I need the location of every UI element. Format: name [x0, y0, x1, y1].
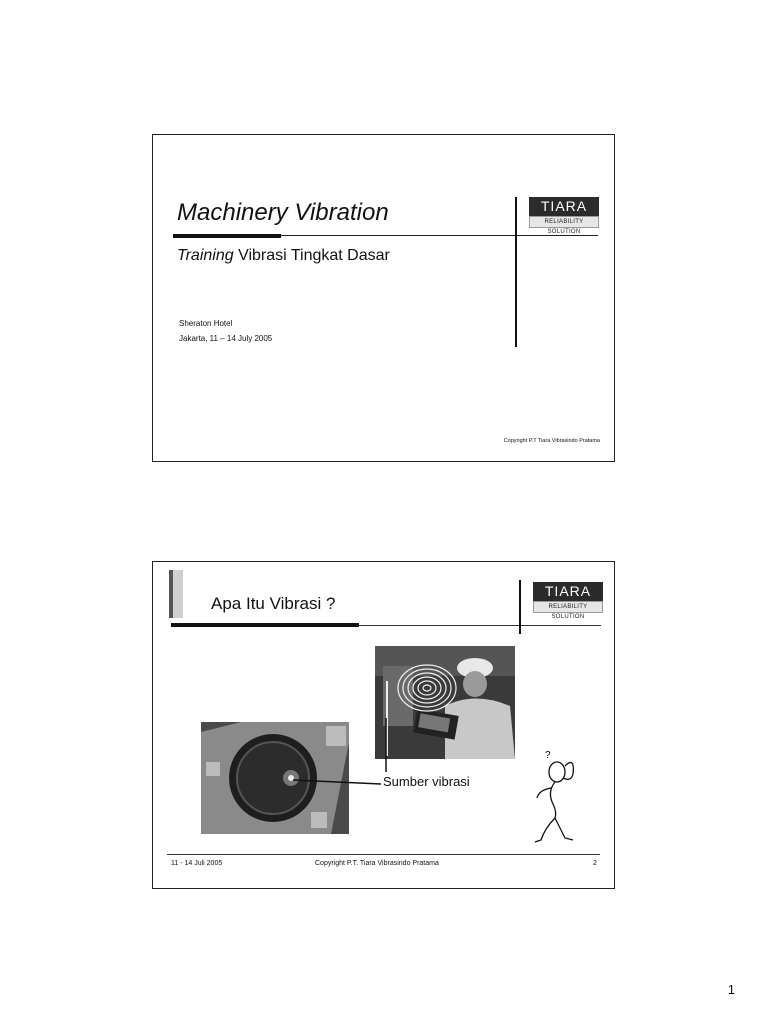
footer-copyright: Copyright P.T. Tiara Vibrasindo Pratama — [315, 860, 439, 867]
vertical-divider — [515, 197, 517, 347]
footer-date: 11 - 14 Juli 2005 — [171, 860, 223, 867]
footer-rule — [167, 854, 600, 855]
thinking-stick-figure-icon — [525, 746, 595, 846]
slide-2 — [152, 561, 615, 889]
logo-tagline: RELIABILITY SOLUTION — [533, 601, 603, 613]
logo-name: TIARA — [529, 197, 599, 216]
subtitle-rest: Vibrasi Tingkat Dasar — [233, 247, 390, 264]
copyright-text: Copyright P.T Tiara Vibrasindo Pratama — [503, 438, 600, 444]
footer-page-number: 2 — [593, 860, 597, 867]
title-rule-accent — [173, 234, 281, 238]
slide-1 — [152, 134, 615, 462]
slide-title: Machinery Vibration — [177, 199, 389, 226]
slide-title: Apa Itu Vibrasi ? — [211, 594, 336, 613]
slide-subtitle — [177, 247, 390, 265]
logo-name: TIARA — [533, 582, 603, 601]
logo-tagline: RELIABILITY SOLUTION — [529, 216, 599, 228]
subtitle-italic: Training — [177, 247, 234, 264]
callout-label: Sumber vibrasi — [383, 774, 470, 789]
page-number: 1 — [727, 982, 735, 997]
svg-text:?: ? — [545, 750, 551, 761]
tiara-logo — [529, 197, 599, 235]
venue-text: Sheraton Hotel — [179, 319, 233, 328]
date-text: Jakarta, 11 – 14 July 2005 — [179, 334, 273, 343]
